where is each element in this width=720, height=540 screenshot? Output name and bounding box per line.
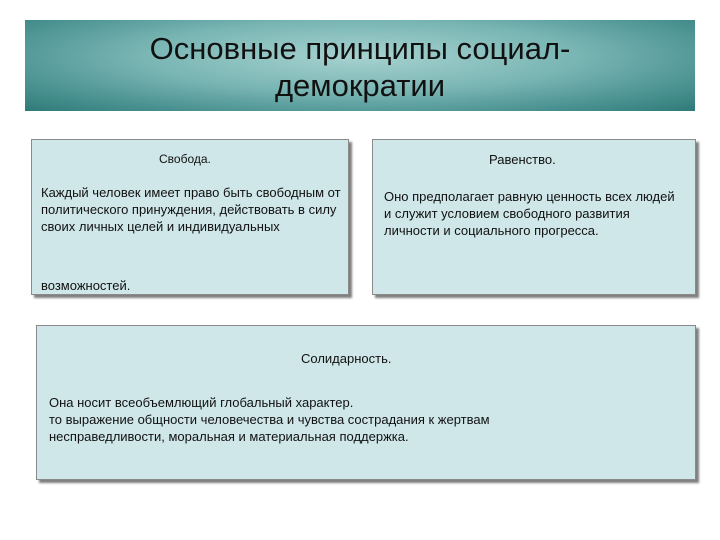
solidarity-line: Она носит всеобъемлющий глобальный характер. bbox=[49, 395, 354, 410]
title-line-1: Основные принципы социал- bbox=[149, 31, 571, 66]
equality-heading: Равенство. bbox=[489, 152, 556, 167]
solidarity-line: несправедливости, моральная и материальная поддержка. bbox=[49, 429, 409, 444]
freedom-box bbox=[31, 139, 349, 295]
solidarity-box bbox=[36, 325, 696, 480]
page-title bbox=[25, 20, 695, 104]
freedom-text: Каждый человек имеет право быть свободным от политического принуждения, действовать в силу своих личных целей и индивидуальных bbox=[41, 185, 341, 234]
freedom-heading: Свобода. bbox=[159, 152, 211, 166]
title-line-2: демократии bbox=[274, 68, 446, 103]
solidarity-line: то выражение общности человечества и чувства сострадания к жертвам bbox=[49, 412, 490, 427]
solidarity-text bbox=[49, 394, 689, 445]
equality-box bbox=[372, 139, 696, 295]
equality-text: Оно предполагает равную ценность всех людей и служит условием свободного развития личности и социального прогресса. bbox=[384, 189, 675, 238]
solidarity-heading: Солидарность. bbox=[301, 351, 392, 366]
freedom-text-tail: возможностей. bbox=[41, 278, 131, 293]
title-banner bbox=[25, 20, 695, 111]
